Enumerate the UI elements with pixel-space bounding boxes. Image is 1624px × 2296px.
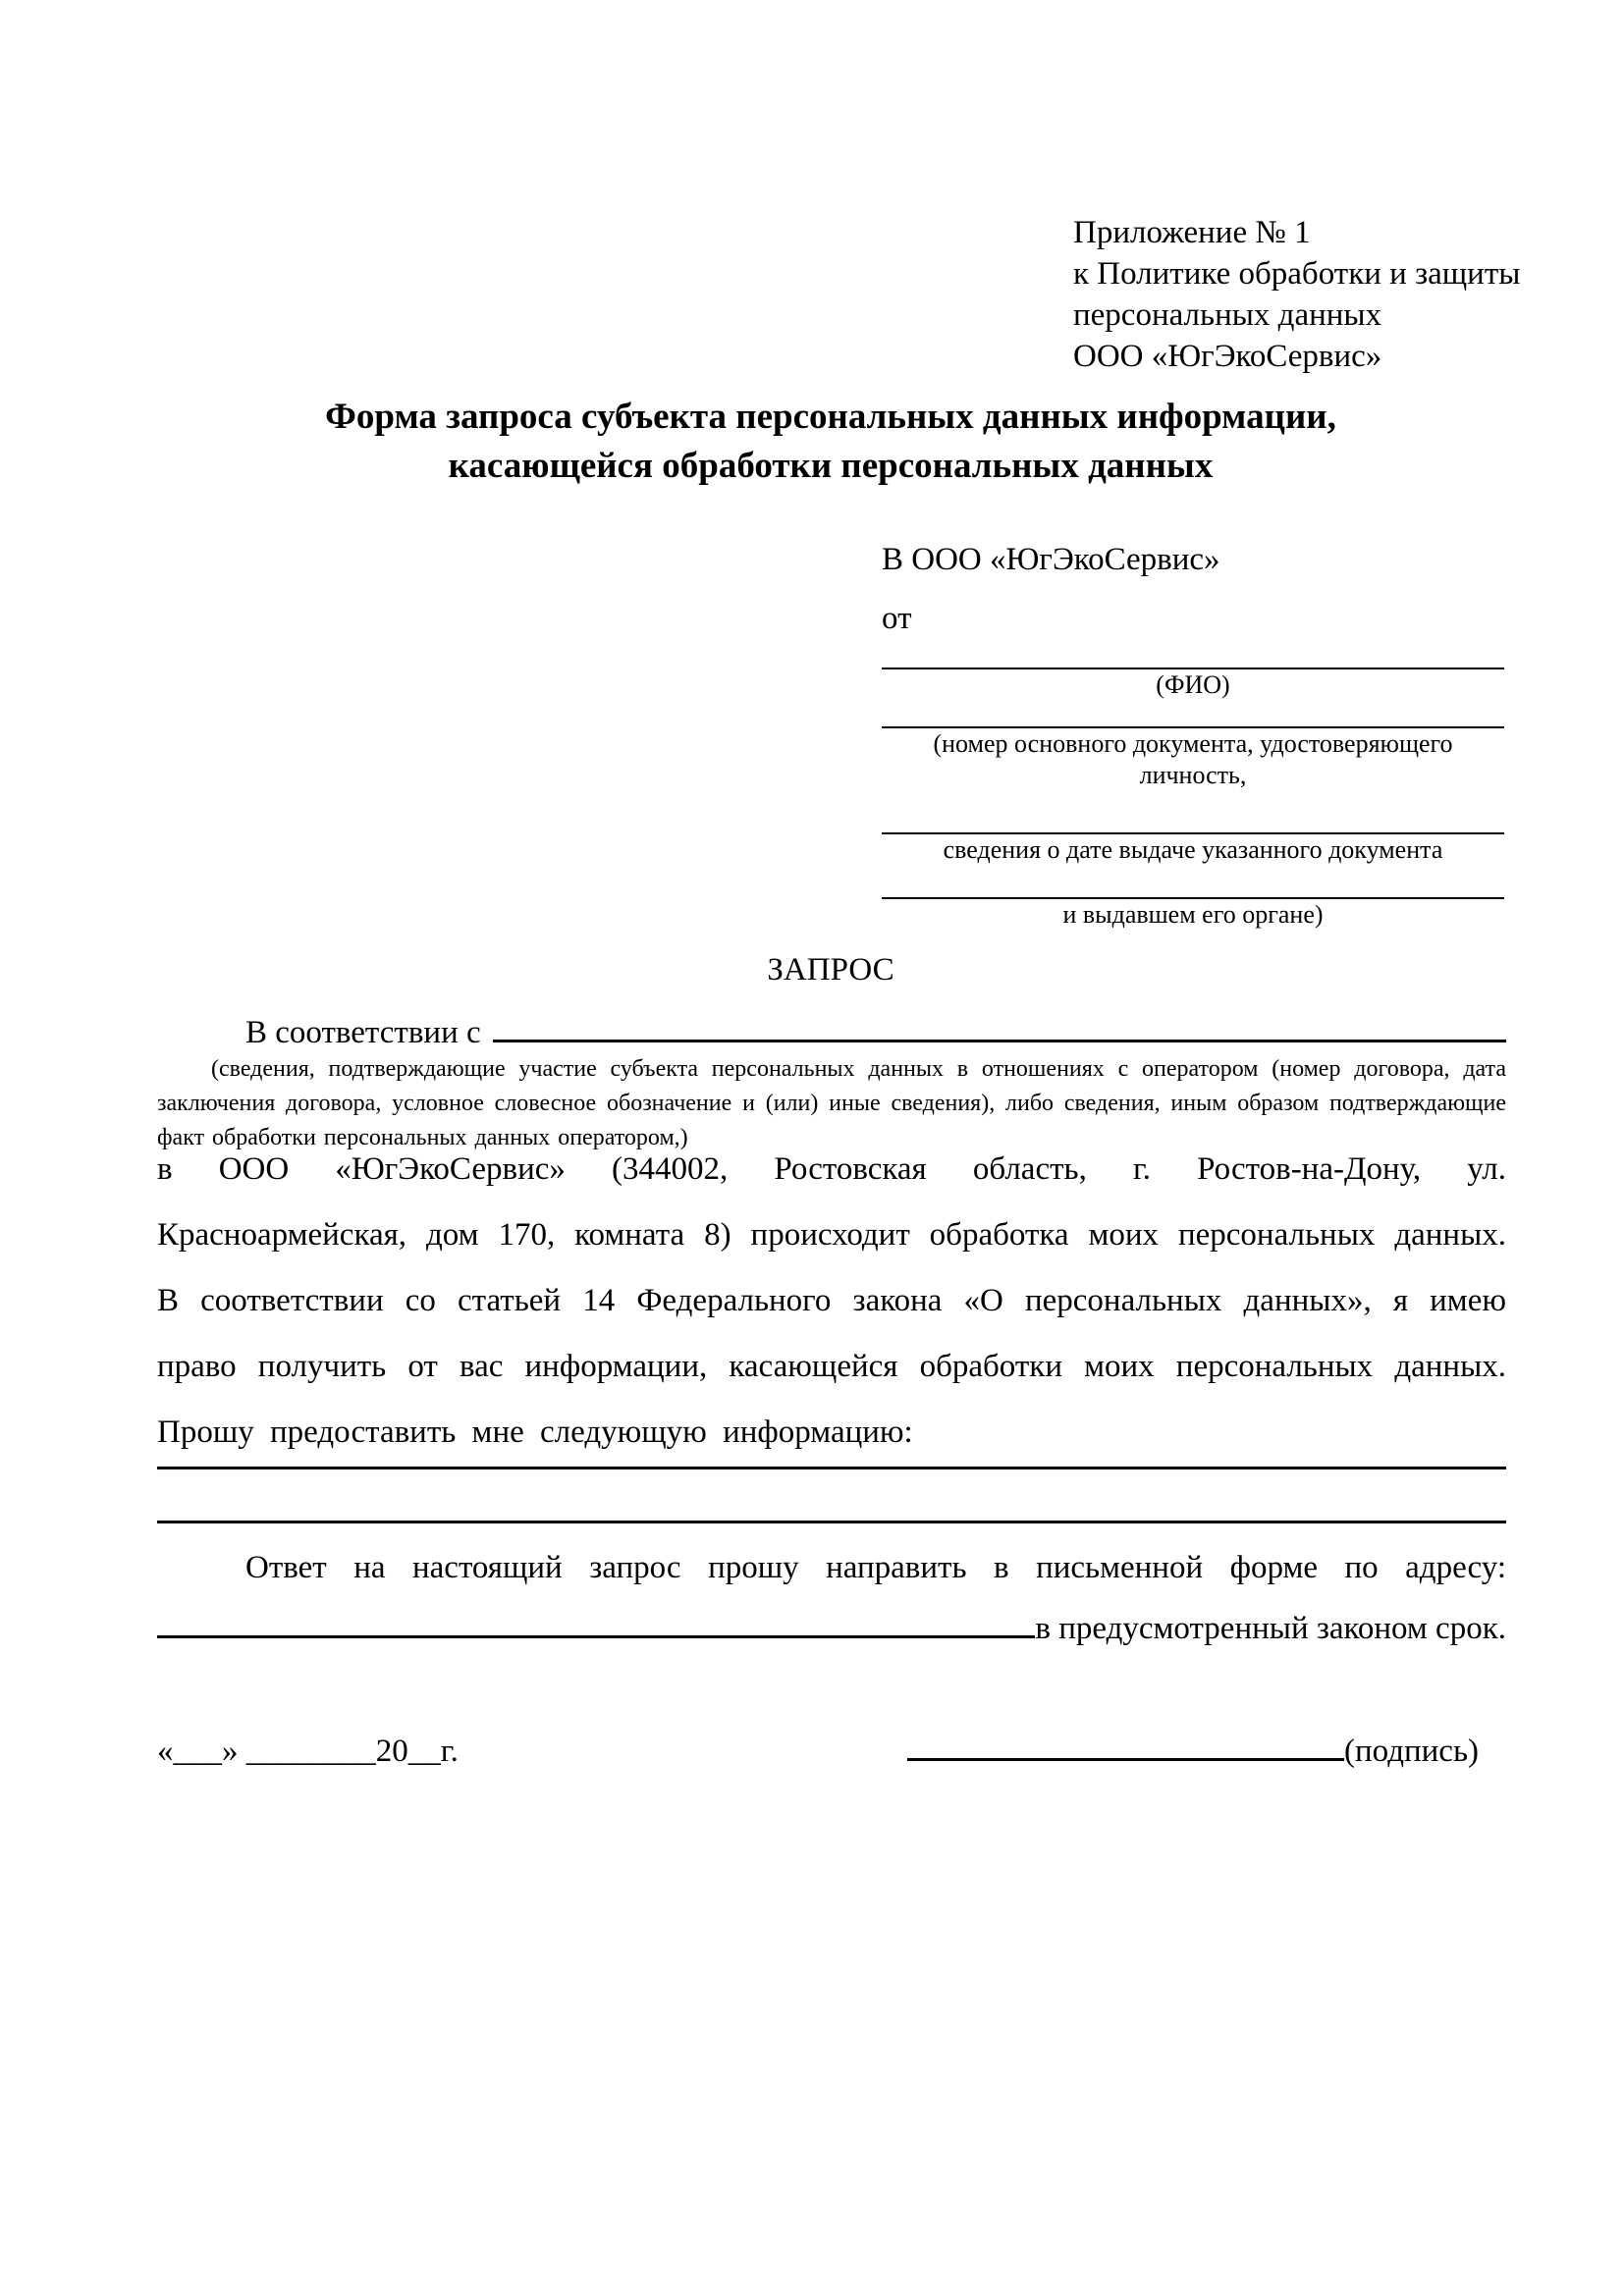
issue-date-caption: сведения о дате выдаче указанного документа: [943, 835, 1443, 864]
header-note: [1073, 212, 1520, 377]
accordance-lead: В соответствии с: [245, 1015, 481, 1050]
addressee-block: [882, 538, 1504, 931]
document-number-caption: (номер основного документа, удостоверяющего личность,: [933, 729, 1453, 789]
reply-block: [157, 1537, 1506, 1659]
signature-row: [157, 1728, 1506, 1775]
date-blank-text: «___» ________20__г.: [157, 1734, 459, 1769]
request-heading: ЗАПРОС: [767, 952, 894, 988]
page-title-line-2: касающейся обработки персональных данных: [448, 446, 1214, 486]
address-row: [157, 1598, 1506, 1659]
info-blank-line-2: [157, 1494, 1506, 1523]
document-number-blank-line: [882, 701, 1504, 728]
reply-tail: в предусмотренный законом срок.: [1035, 1611, 1506, 1646]
header-note-line: персональных данных: [1073, 297, 1382, 333]
header-note-line: к Политике обработки и защиты: [1073, 256, 1521, 292]
signature-blank-line: [907, 1758, 1344, 1761]
fio-caption: (ФИО): [1156, 670, 1230, 699]
address-blank-line: [157, 1635, 1035, 1638]
info-blank-line-1: [157, 1440, 1506, 1469]
issuing-authority-caption: и выдавшем его органе): [1062, 900, 1324, 929]
header-note-line: Приложение № 1: [1073, 215, 1311, 250]
reply-sentence: Ответ на настоящий запрос прошу направить в письменной форме по адресу:: [245, 1550, 1506, 1585]
signature-caption: (подпись): [1344, 1734, 1479, 1769]
fio-blank-line: [882, 640, 1504, 669]
page-title: [157, 393, 1504, 491]
addressee-to: В ООО «ЮгЭкоСервис»: [882, 542, 1220, 577]
page-title-line-1: Форма запроса субъекта персональных данных информации,: [325, 397, 1336, 437]
accordance-blank-line: [493, 1040, 1506, 1042]
accordance-row: [157, 1011, 1506, 1054]
signature-group: [907, 1728, 1479, 1775]
body-paragraph: в ООО «ЮгЭкоСервис» (344002, Ростовская область, г. Ростов-на-Дону, ул. Красноармейская, дом 170, комната 8) происходит обработка моих персональных данных. В соответствии со статьей 14 Федерального закона «О персональных данных», я имею право получить от вас информации, касающейся обработки моих персональных данных. Прошу предоставить мне следующую информацию:: [157, 1151, 1506, 1450]
issue-date-blank-line: [882, 791, 1504, 834]
header-note-line: ООО «ЮгЭкоСервис»: [1073, 339, 1382, 374]
issuing-authority-blank-line: [882, 866, 1504, 899]
addressee-from-label: от: [882, 601, 912, 636]
accordance-caption: (сведения, подтверждающие участие субъекта персональных данных в отношениях с оператором (номер договора, дата заключения договора, условное словесное обозначение и (или) иные сведения), либо сведения, иным образом подтверждающие факт обработки персональных данных оператором,): [157, 1056, 1506, 1150]
